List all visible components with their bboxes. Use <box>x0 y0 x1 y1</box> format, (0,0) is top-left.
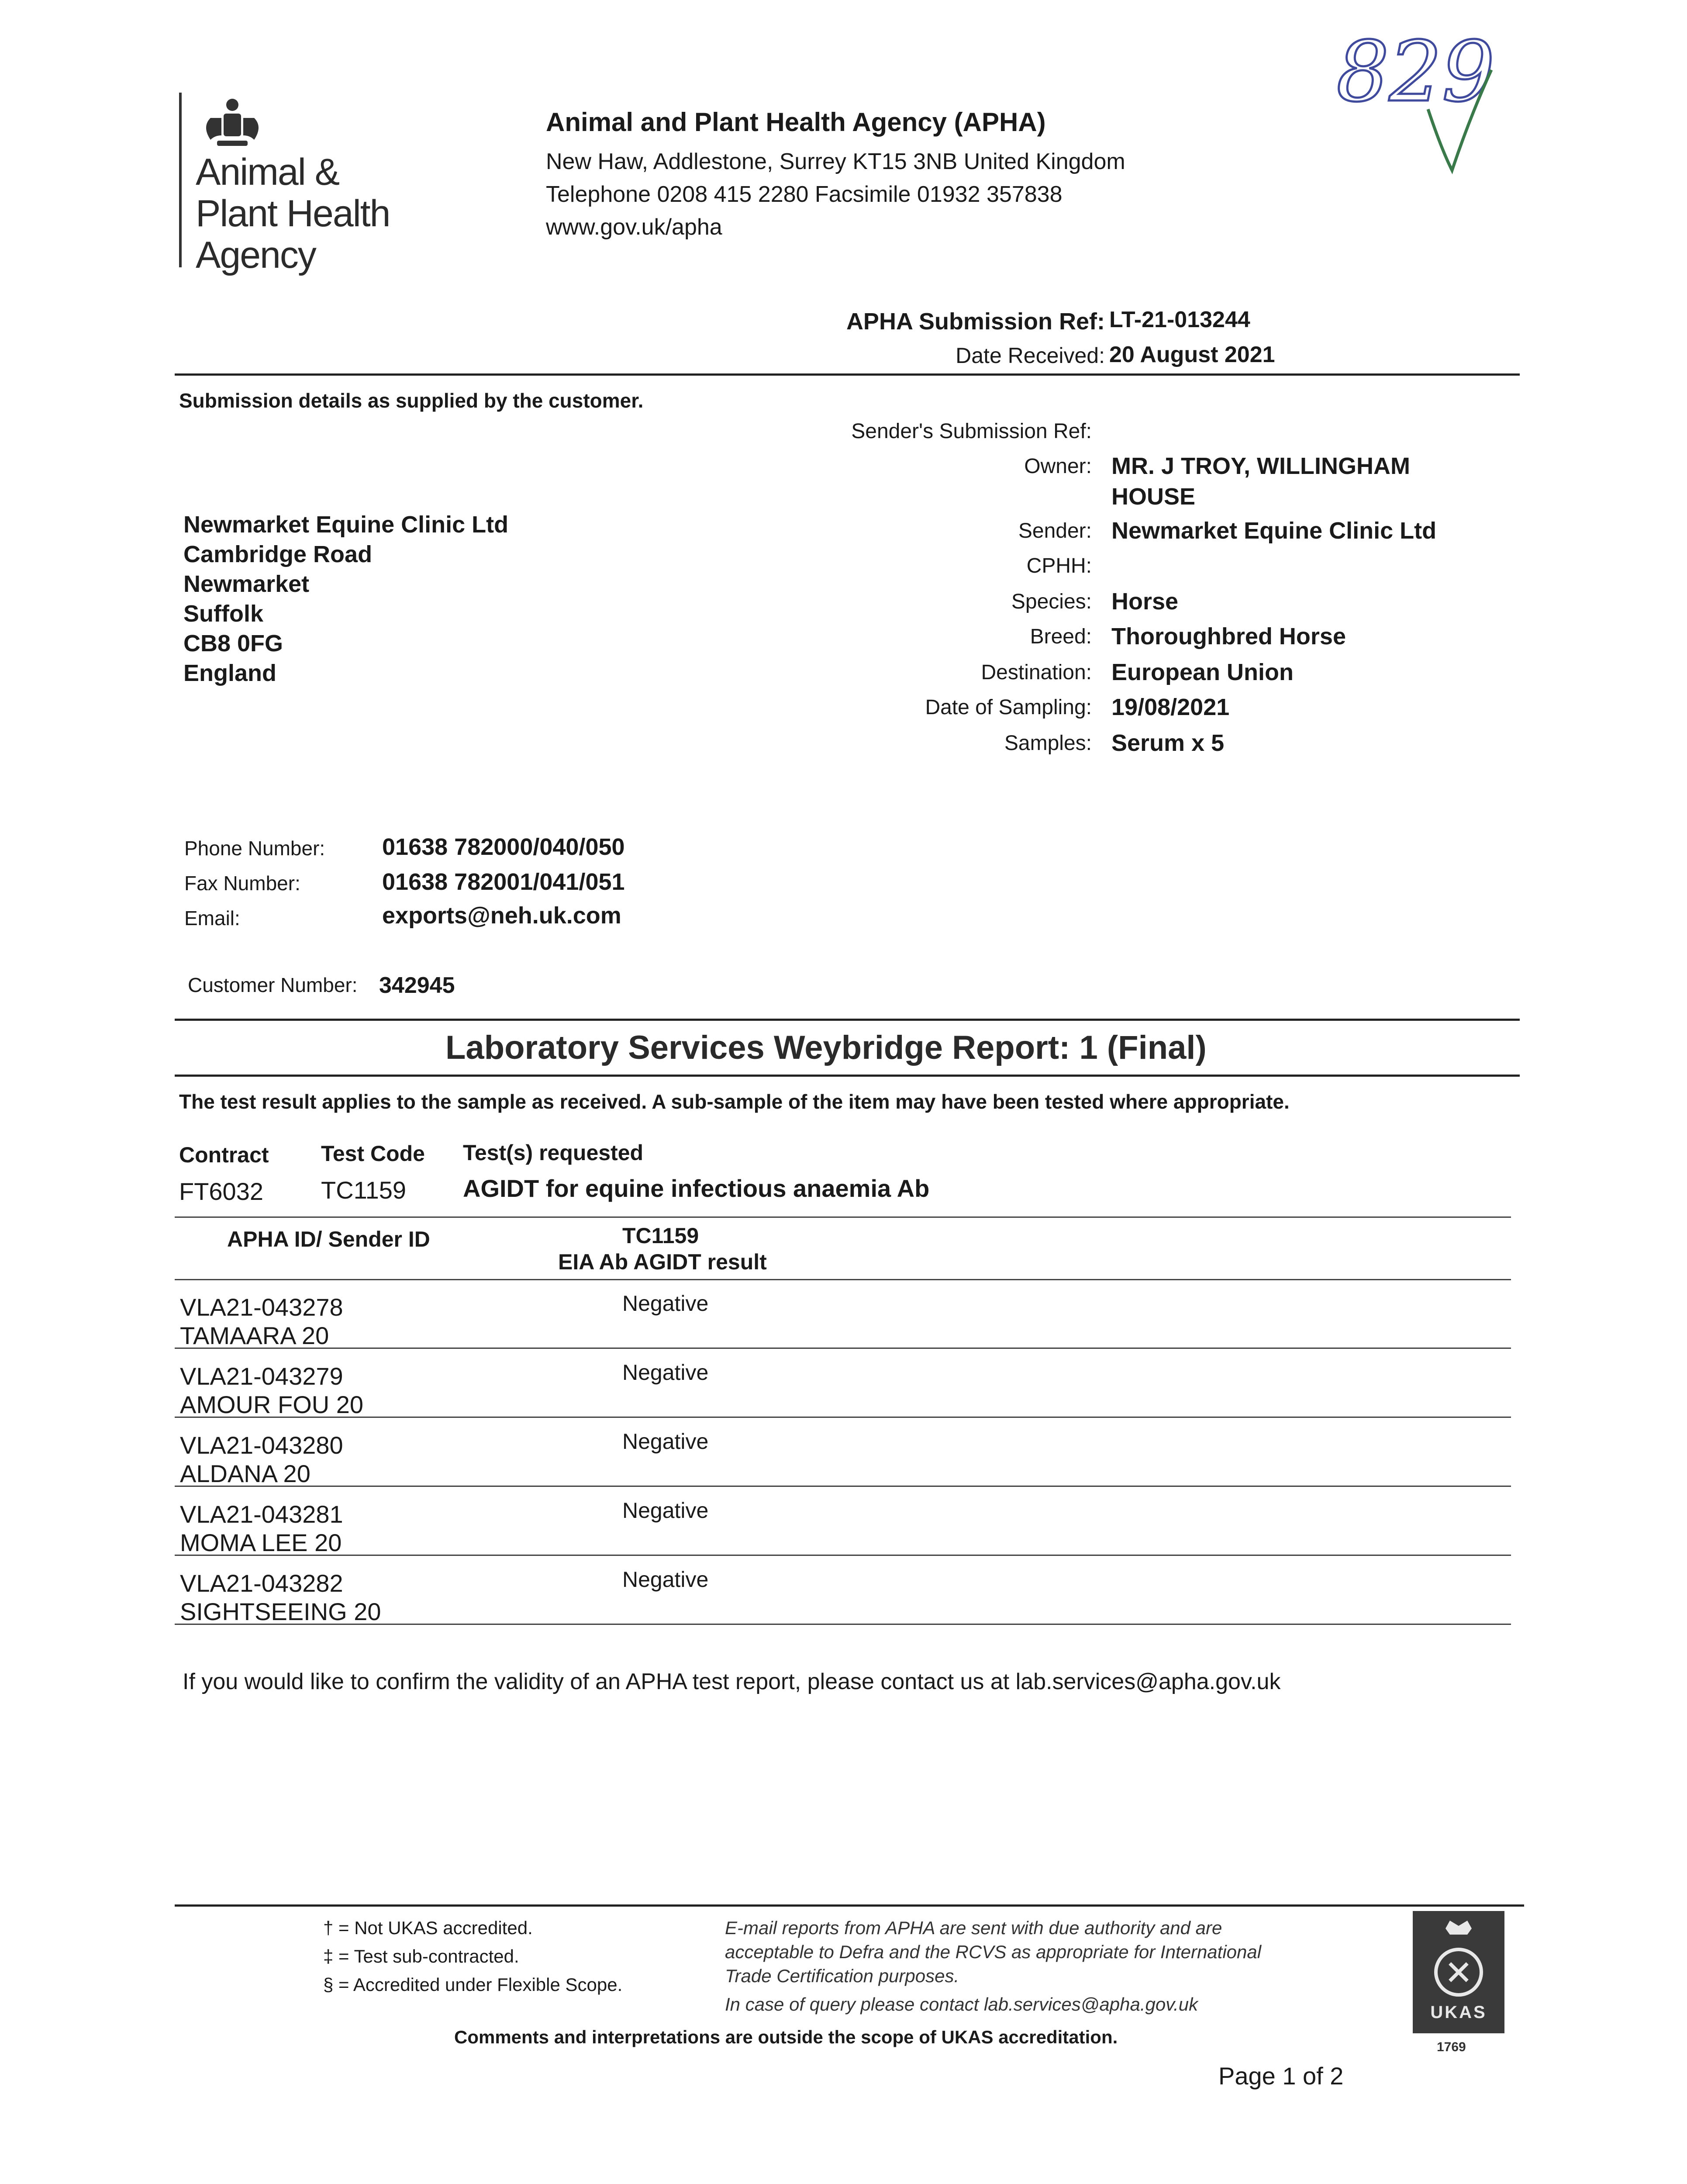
row-divider <box>175 1486 1511 1487</box>
test-code-value: TC1159 <box>321 1176 407 1204</box>
customer-number-label: Customer Number: <box>188 974 358 996</box>
table-top-rule <box>175 1216 1511 1218</box>
table-row-result: Negative <box>622 1567 709 1592</box>
table-row-result: Negative <box>622 1498 709 1523</box>
owner-label: Owner: <box>1024 455 1092 478</box>
table-row-id: VLA21-043280 <box>180 1431 343 1459</box>
tests-requested-header: Test(s) requested <box>463 1140 644 1165</box>
email-label: Email: <box>184 907 240 930</box>
table-bottom-rule <box>175 1624 1511 1625</box>
ukas-logo-text: UKAS <box>1430 2003 1487 2022</box>
table-row-name: MOMA LEE 20 <box>180 1529 342 1556</box>
row-divider <box>175 1348 1511 1349</box>
agency-website[interactable]: www.gov.uk/apha <box>546 214 722 240</box>
customer-address-line: Newmarket Equine Clinic Ltd <box>183 511 509 538</box>
table-row-name: ALDANA 20 <box>180 1460 310 1487</box>
submission-ref-value: LT-21-013244 <box>1109 307 1250 332</box>
report-bottom-rule <box>175 1075 1520 1077</box>
contract-header: Contract <box>179 1143 269 1167</box>
owner-value: MR. J TROY, WILLINGHAM <box>1111 453 1410 479</box>
destination-value: European Union <box>1111 659 1294 685</box>
sampling-date-value: 19/08/2021 <box>1111 694 1230 720</box>
royal-crest-icon <box>197 92 267 153</box>
test-code-header: Test Code <box>321 1141 425 1166</box>
report-disclaimer: The test result applies to the sample as received. A sub-sample of the item may have been tested where appropriate. <box>179 1090 1290 1113</box>
table-row-id: VLA21-043278 <box>180 1293 343 1321</box>
samples-value: Serum x 5 <box>1111 730 1225 756</box>
table-row-result: Negative <box>622 1360 709 1385</box>
phone-value: 01638 782000/040/050 <box>382 834 625 860</box>
samples-label: Samples: <box>1004 732 1092 755</box>
fax-label: Fax Number: <box>184 872 300 895</box>
email-value[interactable]: exports@neh.uk.com <box>382 902 621 929</box>
id-column-header: APHA ID/ Sender ID <box>227 1227 430 1251</box>
test-requested-value: AGIDT for equine infectious anaemia Ab <box>463 1175 930 1202</box>
email-query-note: In case of query please contact lab.services@apha.gov.uk <box>725 1994 1198 2015</box>
date-received-value: 20 August 2021 <box>1109 342 1275 367</box>
fax-value: 01638 782001/041/051 <box>382 869 625 895</box>
species-label: Species: <box>1011 590 1092 613</box>
table-row-id: VLA21-043279 <box>180 1362 343 1390</box>
footnote-subcontracted: ‡ = Test sub-contracted. <box>323 1946 519 1966</box>
customer-address-line: Newmarket <box>183 571 310 597</box>
logo-line-1: Animal & <box>196 151 339 193</box>
customer-address-line: CB8 0FG <box>183 630 283 657</box>
breed-value: Thoroughbred Horse <box>1111 623 1346 650</box>
contract-value: FT6032 <box>179 1178 263 1205</box>
submission-heading: Submission details as supplied by the customer. <box>179 389 644 412</box>
email-note-line: E-mail reports from APHA are sent with due authority and are <box>725 1918 1222 1938</box>
logo-line-3: Agency <box>196 234 316 276</box>
sender-ref-label: Sender's Submission Ref: <box>851 420 1092 443</box>
header-rule <box>175 373 1520 376</box>
agency-phone-fax: Telephone 0208 415 2280 Facsimile 01932 357838 <box>546 182 1063 207</box>
sender-value: Newmarket Equine Clinic Ltd <box>1111 518 1437 544</box>
result-column-code: TC1159 <box>622 1223 699 1248</box>
customer-address-line: Cambridge Road <box>183 541 373 567</box>
sender-label: Sender: <box>1018 519 1092 543</box>
species-value: Horse <box>1111 588 1179 615</box>
table-row-id: VLA21-043281 <box>180 1500 343 1528</box>
page-number: Page 1 of 2 <box>1218 2062 1344 2090</box>
table-row-result: Negative <box>622 1291 709 1316</box>
row-divider <box>175 1417 1511 1418</box>
handwritten-number <box>1328 26 1555 183</box>
agency-name: Animal and Plant Health Agency (APHA) <box>546 107 1046 137</box>
table-row-id: VLA21-043282 <box>180 1569 343 1597</box>
destination-label: Destination: <box>981 661 1092 684</box>
table-row-name: SIGHTSEEING 20 <box>180 1598 381 1625</box>
ukas-comment: Comments and interpretations are outside the scope of UKAS accreditation. <box>454 2027 1118 2047</box>
table-row-result: Negative <box>622 1429 709 1454</box>
date-received-label: Date Received: <box>956 343 1105 368</box>
cphh-label: CPHH: <box>1026 554 1092 577</box>
phone-label: Phone Number: <box>184 837 325 860</box>
table-row-name: TAMAARA 20 <box>180 1322 329 1349</box>
logo-line-2: Plant Health <box>196 193 390 235</box>
customer-number-value: 342945 <box>379 973 455 998</box>
customer-address-line: England <box>183 660 276 686</box>
report-title: Laboratory Services Weybridge Report: 1 (Final) <box>445 1029 1207 1066</box>
ukas-logo <box>1413 1911 1504 2033</box>
email-note-line: acceptable to Defra and the RCVS as appropriate for International <box>725 1942 1262 1962</box>
agency-address: New Haw, Addlestone, Surrey KT15 3NB United Kingdom <box>546 149 1125 174</box>
email-note-line: Trade Certification purposes. <box>725 1966 959 1986</box>
sampling-date-label: Date of Sampling: <box>925 696 1092 719</box>
table-header-rule <box>175 1279 1511 1280</box>
customer-address-line: Suffolk <box>183 601 263 627</box>
logo-divider <box>179 93 182 267</box>
row-divider <box>175 1555 1511 1556</box>
result-column-header: EIA Ab AGIDT result <box>558 1250 767 1274</box>
owner-value-cont: HOUSE <box>1111 484 1196 510</box>
svg-text:829: 829 <box>1336 26 1495 120</box>
submission-ref-label: APHA Submission Ref: <box>846 308 1105 335</box>
validity-note: If you would like to confirm the validity of an APHA test report, please contact us at lab.services@apha.gov.uk <box>183 1669 1281 1694</box>
footnote-flexible-scope: § = Accredited under Flexible Scope. <box>323 1974 623 1995</box>
ukas-accreditation-number: 1769 <box>1437 2040 1466 2054</box>
footer-rule <box>175 1904 1524 1907</box>
footnote-not-ukas: † = Not UKAS accredited. <box>323 1918 533 1938</box>
breed-label: Breed: <box>1030 625 1092 648</box>
table-row-name: AMOUR FOU 20 <box>180 1391 364 1418</box>
report-top-rule <box>175 1019 1520 1021</box>
